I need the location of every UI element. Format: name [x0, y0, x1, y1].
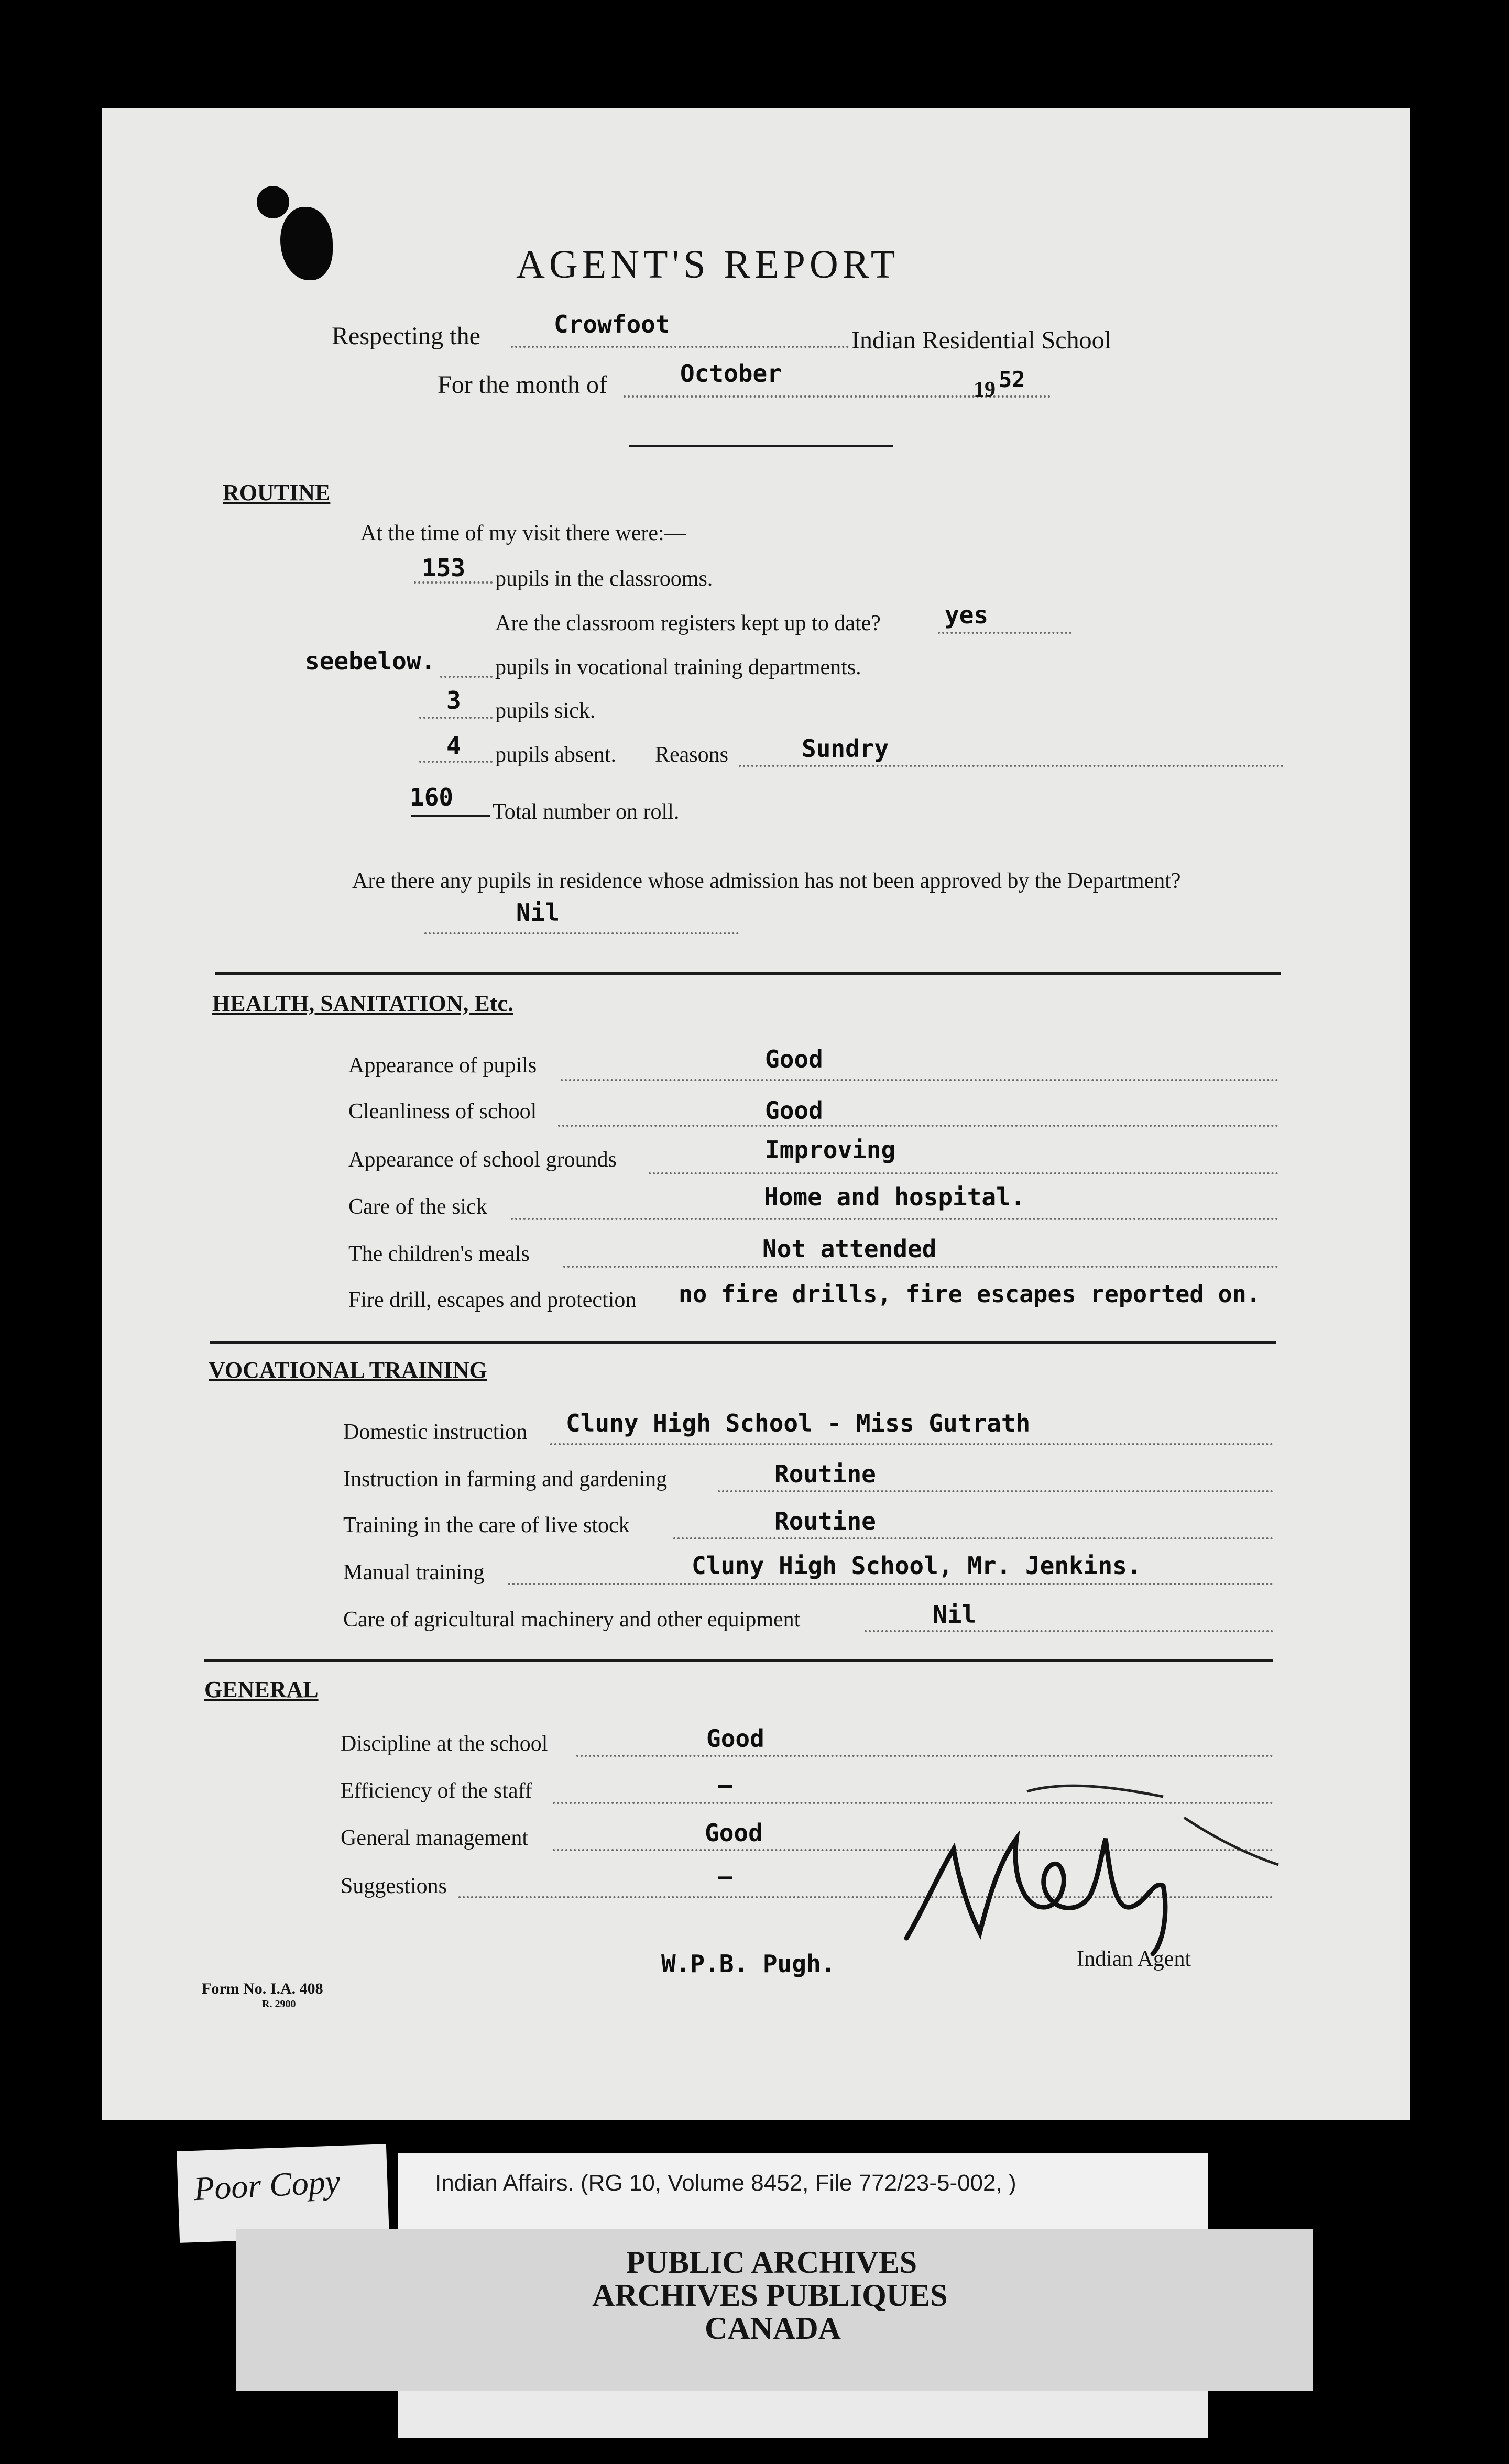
health-label: Care of the sick	[348, 1195, 487, 1219]
general-label: Efficiency of the staff	[341, 1779, 532, 1803]
reasons-label: Reasons	[655, 743, 728, 767]
archive-reference: Indian Affairs. (RG 10, Volume 8452, File 772/23-5-002, )	[435, 2170, 1016, 2196]
vocational-label: Domestic instruction	[343, 1420, 528, 1444]
admission-question: Are there any pupils in residence whose admission has not been approved by the Department?	[352, 869, 1181, 893]
general-heading: GENERAL	[204, 1677, 319, 1702]
vocational-count: seebelow.	[305, 647, 436, 675]
year-suffix: 52	[999, 367, 1025, 392]
sick-label: pupils sick.	[495, 699, 596, 723]
health-label: Fire drill, escapes and protection	[348, 1288, 637, 1312]
health-value: Good	[765, 1045, 823, 1073]
health-label: Appearance of school grounds	[348, 1148, 617, 1172]
routine-heading: ROUTINE	[223, 480, 331, 505]
classroom-count: 153	[422, 554, 466, 582]
poor-copy-text: Poor Copy	[193, 2162, 341, 2208]
agent-signature	[891, 1776, 1289, 1964]
admission-answer: Nil	[516, 898, 560, 927]
vocational-value: Cluny High School - Miss Gutrath	[566, 1409, 1031, 1437]
agent-name: W.P.B. Pugh.	[661, 1950, 836, 1978]
general-label: Discipline at the school	[341, 1732, 548, 1756]
sick-count: 3	[446, 686, 461, 714]
health-label: Appearance of pupils	[348, 1053, 537, 1077]
general-value: Good	[705, 1819, 763, 1847]
registers-answer: yes	[945, 601, 989, 629]
vocational-label: Training in the care of live stock	[343, 1513, 630, 1537]
general-label: General management	[341, 1826, 528, 1850]
report-title: AGENT'S REPORT	[516, 243, 900, 287]
year-prefix: 19	[974, 378, 996, 402]
vocational-value: Routine	[774, 1507, 876, 1535]
school-suffix: Indian Residential School	[851, 326, 1111, 354]
reasons-value: Sundry	[802, 734, 889, 763]
report-month: October	[680, 359, 782, 388]
stamp-line-3: CANADA	[705, 2311, 841, 2346]
general-value: Good	[706, 1724, 764, 1753]
school-name: Crowfoot	[554, 310, 670, 338]
health-label: The children's meals	[348, 1242, 530, 1266]
visit-intro: At the time of my visit there were:—	[360, 521, 686, 545]
vocational-value: Cluny High School, Mr. Jenkins.	[692, 1552, 1142, 1580]
stamp-line-2: ARCHIVES PUBLIQUES	[592, 2278, 948, 2313]
classroom-label: pupils in the classrooms.	[495, 567, 713, 591]
vocational-label: Instruction in farming and gardening	[343, 1467, 668, 1491]
month-label: For the month of	[438, 371, 607, 399]
vocational-heading: VOCATIONAL TRAINING	[209, 1357, 487, 1383]
vocational-label: Manual training	[343, 1560, 485, 1585]
bottom-strip	[398, 2391, 1208, 2438]
vocational-label: pupils in vocational training departments.	[495, 655, 861, 679]
total-label: Total number on roll.	[493, 800, 680, 824]
form-revision: R. 2900	[262, 1998, 296, 2010]
health-label: Cleanliness of school	[348, 1099, 537, 1124]
vocational-value: Nil	[933, 1600, 977, 1629]
form-number: Form No. I.A. 408	[202, 1980, 323, 1997]
agent-role: Indian Agent	[1077, 1947, 1191, 1971]
stamp-line-1: PUBLIC ARCHIVES	[626, 2245, 917, 2280]
respecting-label: Respecting the	[332, 322, 480, 350]
absent-count: 4	[446, 732, 461, 760]
ink-blot	[257, 186, 289, 218]
health-value: Good	[765, 1096, 823, 1125]
general-value: —	[718, 1770, 732, 1799]
registers-question: Are the classroom registers kept up to date?	[495, 611, 881, 635]
health-value: Home and hospital.	[764, 1183, 1025, 1211]
health-value: Not attended	[762, 1235, 937, 1263]
health-value: Improving	[765, 1136, 896, 1164]
vocational-value: Routine	[774, 1460, 876, 1488]
health-heading: HEALTH, SANITATION, Etc.	[212, 991, 513, 1016]
absent-label: pupils absent.	[495, 743, 616, 767]
vocational-label: Care of agricultural machinery and other equipment	[343, 1608, 801, 1632]
general-label: Suggestions	[341, 1874, 447, 1898]
general-value: —	[718, 1862, 732, 1890]
total-count: 160	[410, 783, 454, 811]
health-value: no fire drills, fire escapes reported on.	[679, 1280, 1261, 1308]
